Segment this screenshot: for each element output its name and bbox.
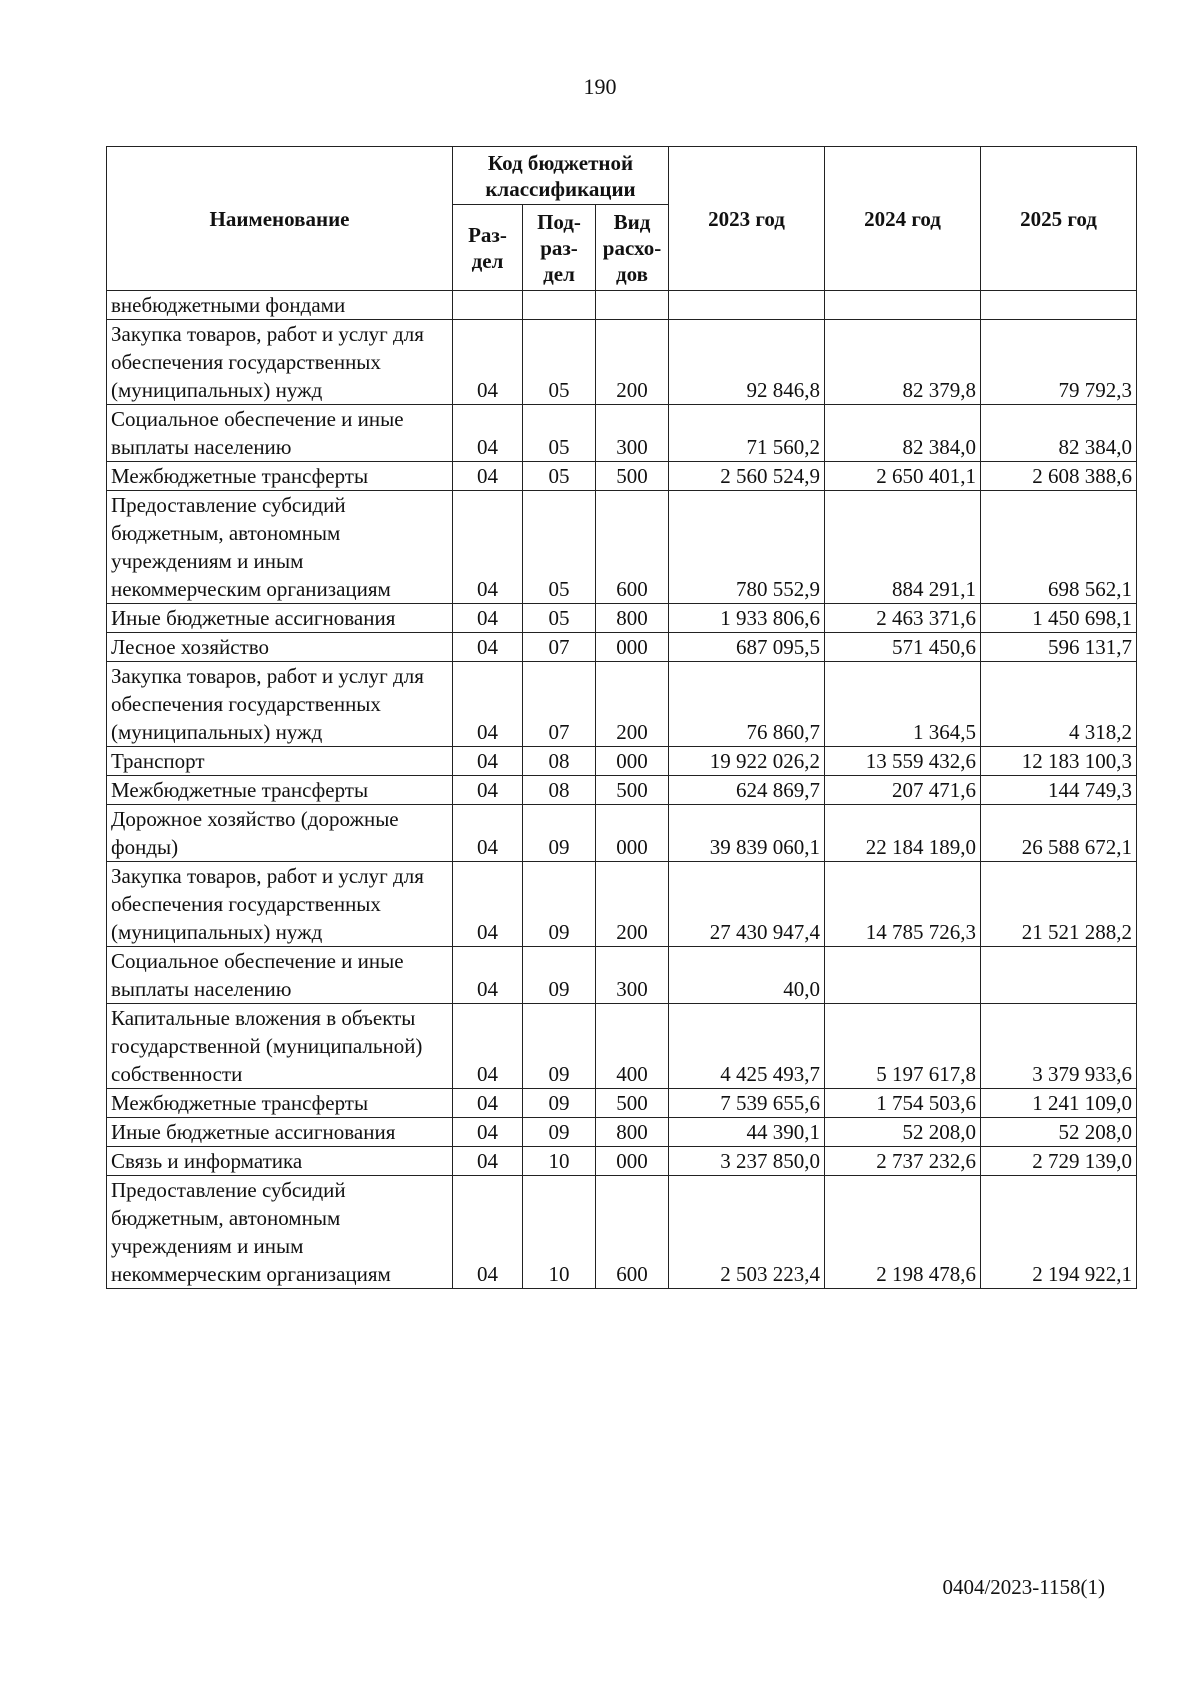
row-vid: 500 <box>596 462 669 491</box>
row-podrazdel: 09 <box>523 1118 596 1147</box>
row-value-2025: 1 241 109,0 <box>981 1089 1137 1118</box>
row-vid: 000 <box>596 747 669 776</box>
row-razdel: 04 <box>453 491 523 604</box>
row-value-2024: 2 737 232,6 <box>825 1147 981 1176</box>
row-razdel: 04 <box>453 1089 523 1118</box>
row-value-2023: 624 869,7 <box>669 776 825 805</box>
header-vid: Вид расхо- дов <box>596 205 669 291</box>
header-2024: 2024 год <box>825 147 981 291</box>
row-podrazdel <box>523 291 596 320</box>
row-value-2023: 1 933 806,6 <box>669 604 825 633</box>
row-name: Межбюджетные трансферты <box>107 1089 453 1118</box>
row-name: Межбюджетные трансферты <box>107 462 453 491</box>
row-value-2024: 52 208,0 <box>825 1118 981 1147</box>
row-value-2023: 19 922 026,2 <box>669 747 825 776</box>
table-row <box>107 491 1137 604</box>
row-podrazdel: 08 <box>523 776 596 805</box>
row-vid: 200 <box>596 320 669 405</box>
row-value-2024: 884 291,1 <box>825 491 981 604</box>
row-value-2025: 2 729 139,0 <box>981 1147 1137 1176</box>
row-razdel: 04 <box>453 662 523 747</box>
row-name: Транспорт <box>107 747 453 776</box>
row-value-2024: 2 463 371,6 <box>825 604 981 633</box>
row-value-2024: 571 450,6 <box>825 633 981 662</box>
row-razdel: 04 <box>453 805 523 862</box>
row-vid: 300 <box>596 947 669 1004</box>
row-vid: 400 <box>596 1004 669 1089</box>
row-podrazdel: 05 <box>523 604 596 633</box>
document-code: 0404/2023-1158(1) <box>942 1575 1105 1599</box>
row-value-2023: 71 560,2 <box>669 405 825 462</box>
row-razdel: 04 <box>453 862 523 947</box>
row-value-2025: 1 450 698,1 <box>981 604 1137 633</box>
row-value-2025: 4 318,2 <box>981 662 1137 747</box>
row-value-2023: 40,0 <box>669 947 825 1004</box>
table-row <box>107 320 1137 405</box>
row-name: Иные бюджетные ассигнования <box>107 604 453 633</box>
row-vid: 800 <box>596 604 669 633</box>
table-row <box>107 862 1137 947</box>
row-vid: 200 <box>596 662 669 747</box>
header-code-group: Код бюджетной классификации <box>453 147 669 205</box>
row-value-2025: 596 131,7 <box>981 633 1137 662</box>
row-value-2024: 2 198 478,6 <box>825 1176 981 1289</box>
row-podrazdel: 09 <box>523 1004 596 1089</box>
row-value-2023: 39 839 060,1 <box>669 805 825 862</box>
header-2023: 2023 год <box>669 147 825 291</box>
row-razdel: 04 <box>453 1176 523 1289</box>
row-razdel: 04 <box>453 462 523 491</box>
row-value-2023: 7 539 655,6 <box>669 1089 825 1118</box>
row-name: Связь и информатика <box>107 1147 453 1176</box>
row-value-2025: 12 183 100,3 <box>981 747 1137 776</box>
table-row <box>107 747 1137 776</box>
row-value-2024: 13 559 432,6 <box>825 747 981 776</box>
row-podrazdel: 05 <box>523 491 596 604</box>
row-value-2025: 82 384,0 <box>981 405 1137 462</box>
row-vid: 300 <box>596 405 669 462</box>
row-name: Предоставление субсидий бюджетным, автономным учреждениям и иным некоммерческим организациям <box>107 1176 453 1289</box>
row-name: Предоставление субсидий бюджетным, автономным учреждениям и иным некоммерческим организациям <box>107 491 453 604</box>
table-row <box>107 291 1137 320</box>
row-name: Лесное хозяйство <box>107 633 453 662</box>
row-vid: 600 <box>596 1176 669 1289</box>
row-razdel: 04 <box>453 947 523 1004</box>
row-podrazdel: 08 <box>523 747 596 776</box>
row-value-2023: 2 560 524,9 <box>669 462 825 491</box>
row-value-2025: 79 792,3 <box>981 320 1137 405</box>
table-row <box>107 604 1137 633</box>
row-razdel: 04 <box>453 747 523 776</box>
row-value-2024: 82 379,8 <box>825 320 981 405</box>
row-value-2025 <box>981 291 1137 320</box>
row-podrazdel: 07 <box>523 633 596 662</box>
row-podrazdel: 10 <box>523 1147 596 1176</box>
page-number: 190 <box>583 74 617 99</box>
row-value-2023: 687 095,5 <box>669 633 825 662</box>
row-podrazdel: 10 <box>523 1176 596 1289</box>
row-podrazdel: 09 <box>523 1089 596 1118</box>
row-value-2025: 21 521 288,2 <box>981 862 1137 947</box>
row-value-2025: 3 379 933,6 <box>981 1004 1137 1089</box>
row-value-2024 <box>825 291 981 320</box>
row-value-2025: 2 194 922,1 <box>981 1176 1137 1289</box>
row-razdel: 04 <box>453 604 523 633</box>
table-row <box>107 1176 1137 1289</box>
row-razdel: 04 <box>453 320 523 405</box>
row-podrazdel: 07 <box>523 662 596 747</box>
row-podrazdel: 05 <box>523 462 596 491</box>
row-name: Дорожное хозяйство (дорожные фонды) <box>107 805 453 862</box>
row-value-2024: 1 754 503,6 <box>825 1089 981 1118</box>
header-podrazdel: Под- раз- дел <box>523 205 596 291</box>
row-value-2024: 5 197 617,8 <box>825 1004 981 1089</box>
table-row <box>107 805 1137 862</box>
row-vid: 000 <box>596 633 669 662</box>
row-value-2023: 76 860,7 <box>669 662 825 747</box>
row-name: Закупка товаров, работ и услуг для обеспечения государственных (муниципальных) нужд <box>107 320 453 405</box>
row-podrazdel: 09 <box>523 862 596 947</box>
table-row <box>107 1089 1137 1118</box>
row-value-2025: 698 562,1 <box>981 491 1137 604</box>
row-value-2024 <box>825 947 981 1004</box>
table-row <box>107 776 1137 805</box>
row-value-2025 <box>981 947 1137 1004</box>
table-row <box>107 947 1137 1004</box>
row-vid: 500 <box>596 776 669 805</box>
row-podrazdel: 09 <box>523 805 596 862</box>
row-name: Иные бюджетные ассигнования <box>107 1118 453 1147</box>
row-value-2025: 2 608 388,6 <box>981 462 1137 491</box>
row-podrazdel: 05 <box>523 320 596 405</box>
row-value-2023: 92 846,8 <box>669 320 825 405</box>
row-value-2024: 207 471,6 <box>825 776 981 805</box>
table-row <box>107 1004 1137 1089</box>
row-name: внебюджетными фондами <box>107 291 453 320</box>
row-name: Закупка товаров, работ и услуг для обеспечения государственных (муниципальных) нужд <box>107 662 453 747</box>
row-vid: 000 <box>596 805 669 862</box>
table-row <box>107 662 1137 747</box>
row-vid: 800 <box>596 1118 669 1147</box>
row-value-2024: 22 184 189,0 <box>825 805 981 862</box>
table-row <box>107 633 1137 662</box>
row-razdel <box>453 291 523 320</box>
row-razdel: 04 <box>453 633 523 662</box>
row-razdel: 04 <box>453 405 523 462</box>
row-value-2025: 144 749,3 <box>981 776 1137 805</box>
row-name: Закупка товаров, работ и услуг для обеспечения государственных (муниципальных) нужд <box>107 862 453 947</box>
row-vid: 000 <box>596 1147 669 1176</box>
table-row <box>107 405 1137 462</box>
header-name: Наименование <box>107 147 453 291</box>
row-name: Социальное обеспечение и иные выплаты населению <box>107 405 453 462</box>
row-value-2024: 14 785 726,3 <box>825 862 981 947</box>
row-value-2023: 27 430 947,4 <box>669 862 825 947</box>
row-podrazdel: 09 <box>523 947 596 1004</box>
row-razdel: 04 <box>453 1004 523 1089</box>
row-podrazdel: 05 <box>523 405 596 462</box>
budget-table <box>106 146 1137 1289</box>
row-razdel: 04 <box>453 1118 523 1147</box>
row-value-2025: 26 588 672,1 <box>981 805 1137 862</box>
row-value-2023: 780 552,9 <box>669 491 825 604</box>
row-vid: 200 <box>596 862 669 947</box>
row-name: Капитальные вложения в объекты государственной (муниципальной) собственности <box>107 1004 453 1089</box>
row-value-2023: 44 390,1 <box>669 1118 825 1147</box>
row-vid: 500 <box>596 1089 669 1118</box>
row-name: Социальное обеспечение и иные выплаты населению <box>107 947 453 1004</box>
row-value-2024: 2 650 401,1 <box>825 462 981 491</box>
table-row <box>107 462 1137 491</box>
row-value-2023: 4 425 493,7 <box>669 1004 825 1089</box>
row-vid <box>596 291 669 320</box>
row-razdel: 04 <box>453 1147 523 1176</box>
table-row <box>107 1147 1137 1176</box>
row-value-2024: 82 384,0 <box>825 405 981 462</box>
row-value-2025: 52 208,0 <box>981 1118 1137 1147</box>
row-value-2023: 3 237 850,0 <box>669 1147 825 1176</box>
row-vid: 600 <box>596 491 669 604</box>
header-2025: 2025 год <box>981 147 1137 291</box>
row-razdel: 04 <box>453 776 523 805</box>
row-value-2023: 2 503 223,4 <box>669 1176 825 1289</box>
row-name: Межбюджетные трансферты <box>107 776 453 805</box>
header-razdel: Раз- дел <box>453 205 523 291</box>
table-row <box>107 1118 1137 1147</box>
row-value-2024: 1 364,5 <box>825 662 981 747</box>
row-value-2023 <box>669 291 825 320</box>
budget-table-body <box>107 291 1137 1289</box>
